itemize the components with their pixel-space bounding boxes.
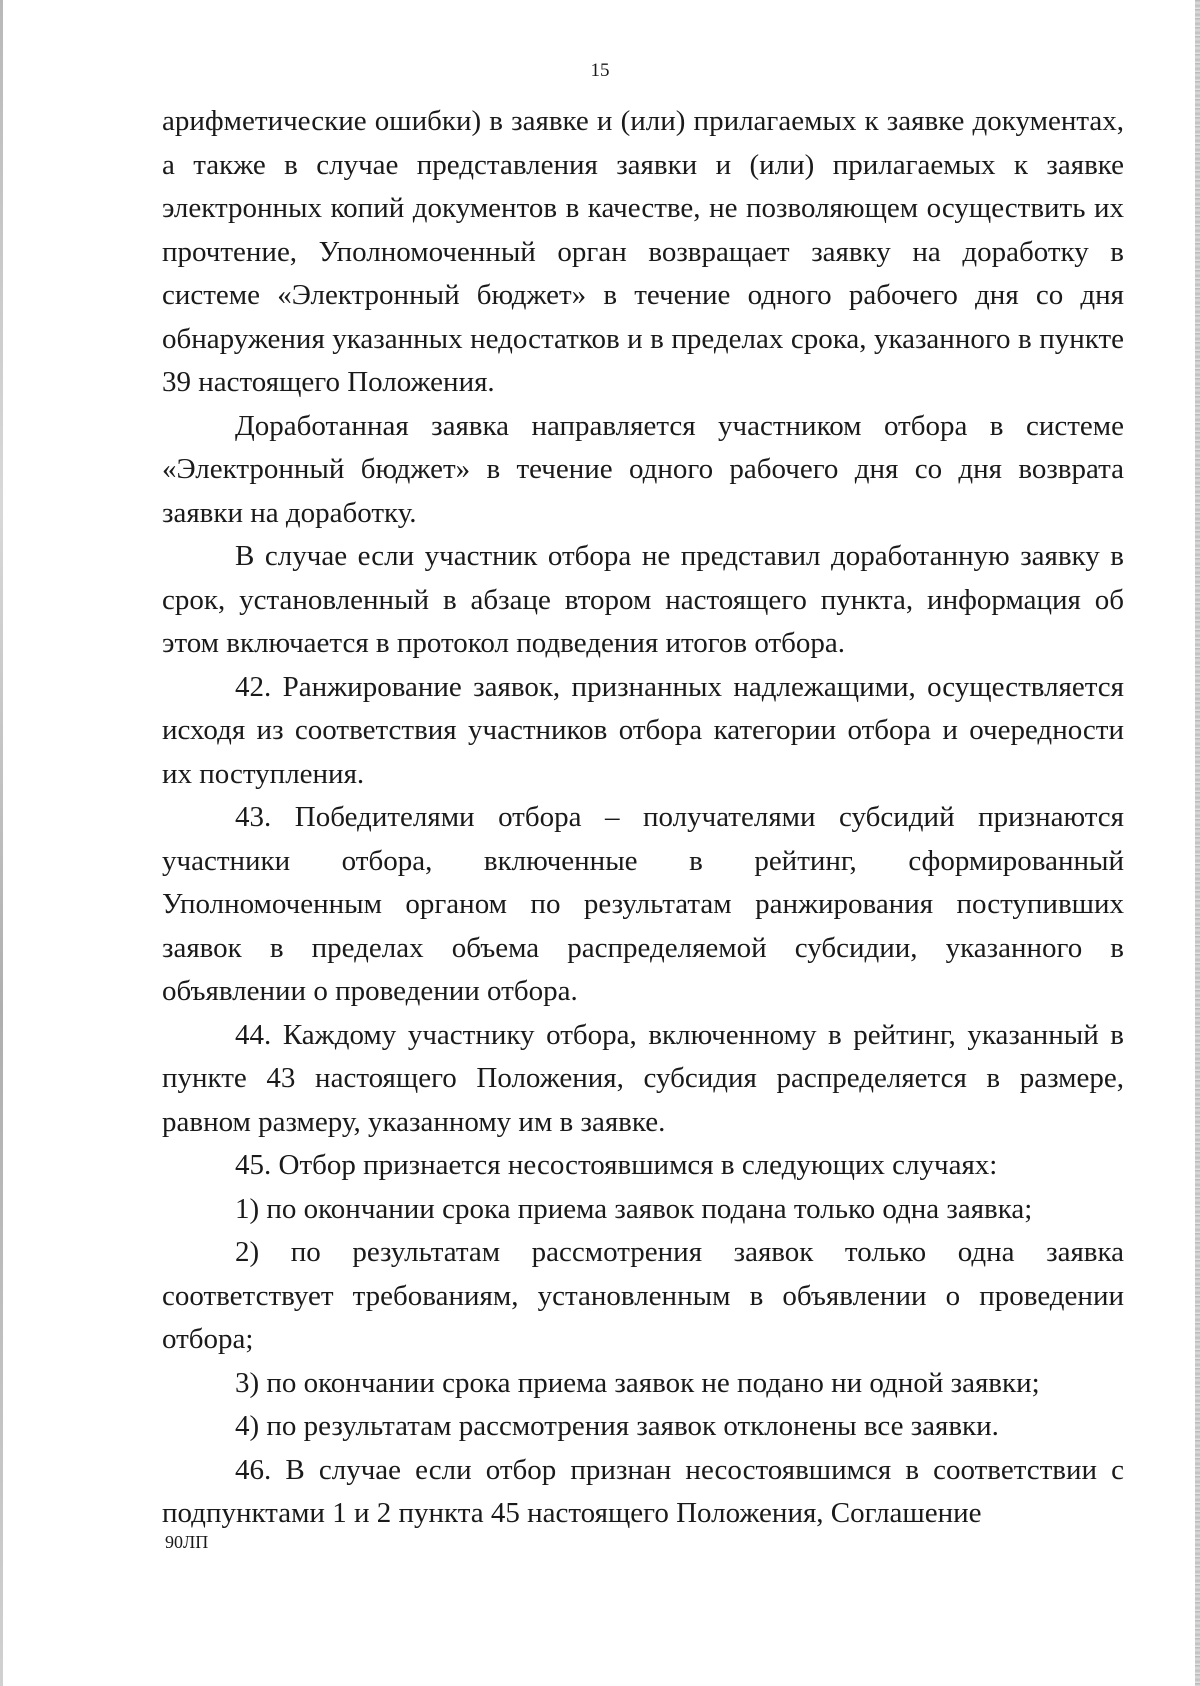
paragraph-subitem-4: 4) по результатам рассмотрения заявок отклонены все заявки. <box>235 1410 999 1442</box>
scan-edge-left <box>0 0 3 1686</box>
paragraph-item-45: 45. Отбор признается несостоявшимся в следующих случаях: <box>235 1149 998 1181</box>
paragraph-subitem-1: 1) по окончании срока приема заявок подана только одна заявка; <box>235 1192 1033 1225</box>
page-number: 15 <box>590 60 610 81</box>
paragraph-item-44: 44. Каждому участнику отбора, включенному в рейтинг, указанный в пункте 43 настоящего Положения, субсидия распределяется в размере, равном размеру, указанному им в заявке. <box>162 1018 1124 1138</box>
scan-edge-right <box>1195 0 1200 1686</box>
paragraph-subitem-3: 3) по окончании срока приема заявок не подано ни одной заявки; <box>235 1366 1040 1399</box>
paragraph-subitem-2: 2) по результатам рассмотрения заявок только одна заявка соответствует требованиям, установленным в объявлении о проведении отбора; <box>162 1236 1124 1355</box>
paragraph-revised-application: Доработанная заявка направляется участником отбора в системе «Электронный бюджет» в течение одного рабочего дня со дня возврата заявки на доработку. <box>162 409 1124 529</box>
paragraph-not-submitted: В случае если участник отбора не представил доработанную заявку в срок, установленный в абзаце втором настоящего пункта, информация об этом включается в протокол подведения итогов отбора. <box>162 540 1124 659</box>
paragraph-item-46: 46. В случае если отбор признан несостоявшимся в соответствии с подпунктами 1 и 2 пункта 45 настоящего Положения, Соглашение <box>162 1453 1124 1529</box>
footer-document-code: 90ЛП <box>165 1532 209 1552</box>
paragraph-item-43: 43. Победителями отбора – получателями субсидий признаются участники отбора, включенные в рейтинг, сформированный Уполномоченным органом по результатам ранжирования поступивших заявок в пределах объема распределяемой субсидии, указанного в объявлении о проведении отбора. <box>162 801 1124 1007</box>
paragraph-continuation: арифметические ошибки) в заявке и (или) прилагаемых к заявке документах, а также в случае представления заявки и (или) прилагаемых к заявке электронных копий документов в качестве, не позволяющем осуществить их прочтение, Уполномоченный орган возвращает заявку на доработку в системе «Электронный бюджет» в течение одного рабочего дня со дня обнаружения указанных недостатков и в пределах срока, указанного в пункте 39 настоящего Положения. <box>162 105 1124 398</box>
document-body <box>162 100 1124 1536</box>
paragraph-item-42: 42. Ранжирование заявок, признанных надлежащими, осуществляется исходя из соответствия участников отбора категории отбора и очередности их поступления. <box>162 670 1124 790</box>
